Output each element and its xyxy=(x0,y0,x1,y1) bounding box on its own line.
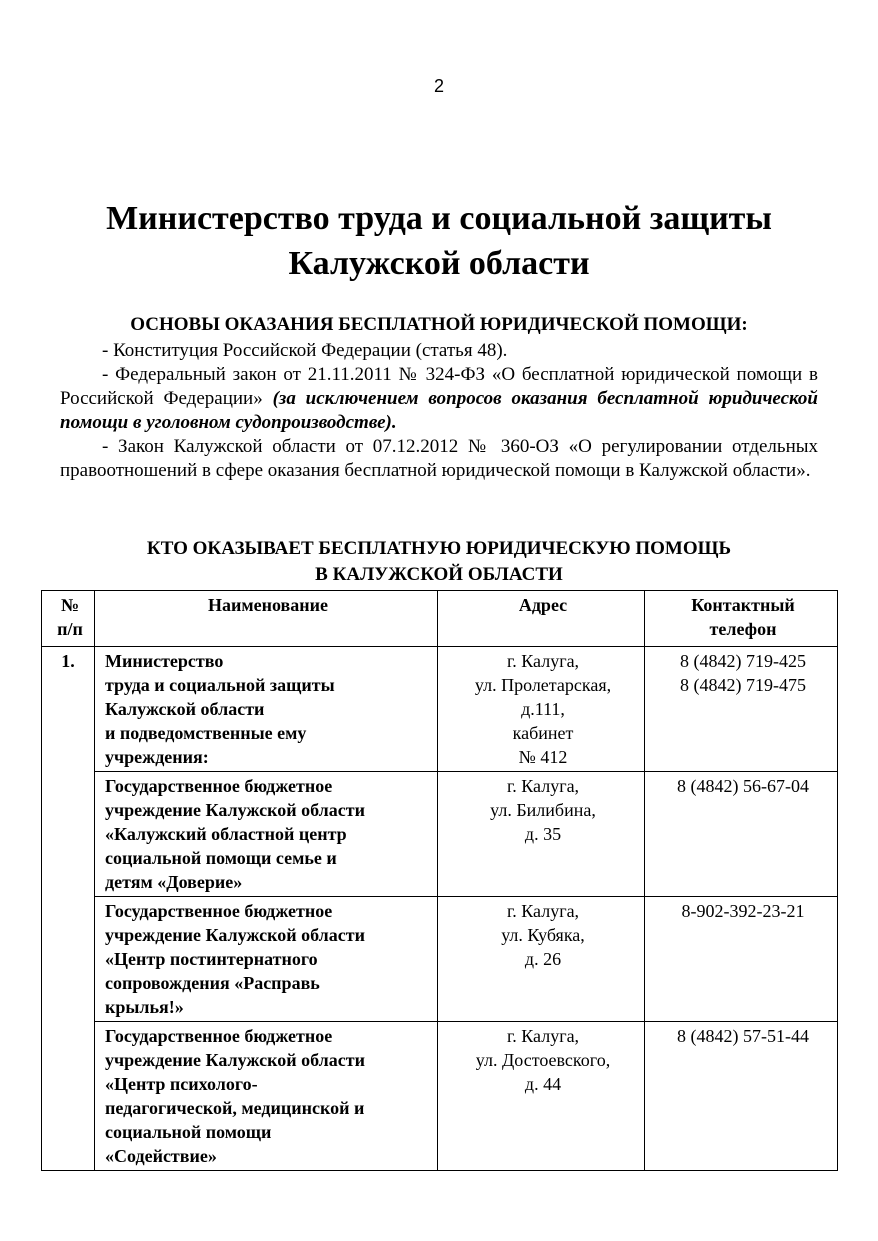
row-phone: 8 (4842) 57-51-44 xyxy=(645,1022,838,1171)
row-num: 1. xyxy=(42,647,95,772)
basis-regional-law: - Закон Калужской области от 07.12.2012 № 360-ОЗ «О регулировании отдельных правоотношений в сфере оказания бесплатной юридической помощи в Калужской области». xyxy=(60,436,818,481)
row-name: Государственное бюджетное учреждение Калужской области «Калужский областной центр социальной помощи семье и детям «Доверие» xyxy=(95,772,438,897)
federal-law-note: (за исключением вопросов оказания бесплатной юридической помощи в уголовном судопроизводстве). xyxy=(60,388,819,433)
column-header-phone: Контактный телефон xyxy=(645,591,838,647)
row-phone: 8 (4842) 56-67-04 xyxy=(645,772,838,897)
table-heading-line-1: КТО ОКАЗЫВАЕТ БЕСПЛАТНУЮ ЮРИДИЧЕСКУЮ ПОМОЩЬ xyxy=(146,538,732,559)
title-line-1: Министерство труда и социальной защиты xyxy=(106,200,772,237)
row-address: г. Калуга, ул. Кубяка, д. 26 xyxy=(438,897,645,1022)
row-num xyxy=(42,1022,95,1171)
column-header-name: Наименование xyxy=(95,591,438,647)
table-heading-line-2: В КАЛУЖСКОЙ ОБЛАСТИ xyxy=(315,564,563,585)
column-header-address: Адрес xyxy=(438,591,645,647)
column-header-num: № п/п xyxy=(42,591,95,647)
table-row xyxy=(42,772,838,897)
basis-heading: ОСНОВЫ ОКАЗАНИЯ БЕСПЛАТНОЙ ЮРИДИЧЕСКОЙ ПОМОЩИ: xyxy=(130,314,748,335)
basis-federal-law xyxy=(60,363,818,435)
row-phone: 8-902-392-23-21 xyxy=(645,897,838,1022)
row-num xyxy=(42,772,95,897)
basis-constitution: - Конституция Российской Федерации (статья 48). xyxy=(102,340,508,361)
federal-law-text: - Федеральный закон от 21.11.2011 № 324-ФЗ «О бесплатной юридической помощи в Российской Федерации» xyxy=(60,364,818,409)
table-heading xyxy=(60,536,818,588)
table-row xyxy=(42,1022,838,1171)
row-address: г. Калуга, ул. Достоевского, д. 44 xyxy=(438,1022,645,1171)
providers-table xyxy=(41,590,838,1171)
document-title xyxy=(40,196,838,286)
row-num xyxy=(42,897,95,1022)
row-address: г. Калуга, ул. Билибина, д. 35 xyxy=(438,772,645,897)
basis-list xyxy=(60,339,818,483)
title-line-2: Калужской области xyxy=(288,245,590,282)
row-phone: 8 (4842) 719-425 8 (4842) 719-475 xyxy=(645,647,838,772)
row-address: г. Калуга, ул. Пролетарская, д.111, кабинет № 412 xyxy=(438,647,645,772)
table-row xyxy=(42,647,838,772)
table-header-row xyxy=(42,591,838,647)
row-name: Министерство труда и социальной защиты Калужской области и подведомственные ему учреждения: xyxy=(95,647,438,772)
row-name: Государственное бюджетное учреждение Калужской области «Центр психолого- педагогической, медицинской и социальной помощи «Содействие» xyxy=(95,1022,438,1171)
page-number: 2 xyxy=(433,76,444,96)
table-row xyxy=(42,897,838,1022)
row-name: Государственное бюджетное учреждение Калужской области «Центр постинтернатного сопровождения «Расправь крылья!» xyxy=(95,897,438,1022)
